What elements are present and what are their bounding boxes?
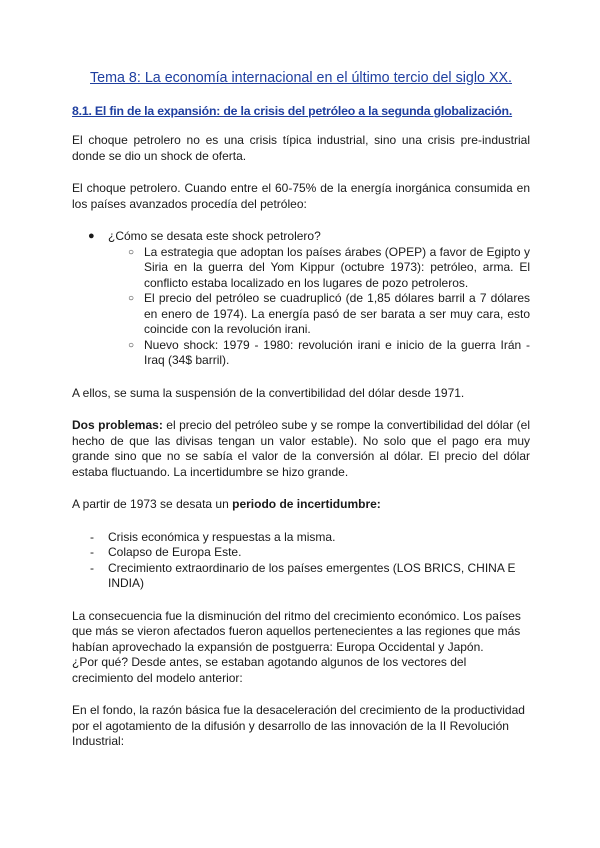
list-item: - Colapso de Europa Este.: [90, 545, 242, 559]
list-subitem: ○ La estrategia que adoptan los países árabes (OPEP) a favor de Egipto y Siria en la guerra del Yom Kippur (octubre 1973): petróleo, arma. El conflicto estaba localizado en los lugares de pozo petroleros.: [128, 244, 530, 290]
list-subitem: ○ El precio del petróleo se cuadruplicó (de 1,85 dólares barril a 7 dólares en enero de 1974). La energía pasó de ser barata a ser muy cara, esto coincide con la revolución irani.: [128, 291, 530, 336]
paragraph-oil-shock-type: El choque petrolero no es una crisis típica industrial, sino una crisis pre-industrial donde se dio un shock de oferta.: [72, 133, 530, 163]
bullet-circle-icon: ○: [128, 246, 135, 258]
section-heading: 8.1. El fin de la expansión: de la crisis del petróleo a la segunda globalización.: [72, 104, 513, 118]
dash-icon: -: [90, 560, 94, 575]
paragraph-two-problems: Dos problemas: el precio del petróleo sube y se rompe la convertibilidad del dólar (el hecho de que las divisas tengan un valor estable). No solo que el pago era muy grande sino que no se sabía el valor de la conversión al dólar. El precio del dólar estaba fluctuando. La incertidumbre se hizo grande.: [72, 418, 530, 479]
paragraph-oil-dependence: El choque petrolero. Cuando entre el 60-75% de la energía inorgánica consumida en los países avanzados procedía del petróleo:: [72, 181, 530, 211]
bullet-circle-icon: ○: [128, 339, 135, 351]
paragraph-uncertainty-period: A partir de 1973 se desata un periodo de incertidumbre:: [72, 497, 381, 511]
document-page: [72, 70, 530, 767]
document-title: Tema 8: La economía internacional en el último tercio del siglo XX.: [90, 70, 512, 86]
list-item: ● ¿Cómo se desata este shock petrolero?: [88, 229, 321, 243]
bullet-dot-icon: ●: [88, 230, 95, 242]
oil-shock-list: [72, 229, 530, 369]
list-subitem: ○ Nuevo shock: 1979 - 1980: revolución irani e inicio de la guerra Irán - Iraq (34$ barril).: [128, 337, 530, 367]
dash-icon: -: [90, 529, 94, 544]
dash-icon: -: [90, 545, 94, 559]
paragraph-consequence: La consecuencia fue la disminución del ritmo del crecimiento económico. Los países que más se vieron afectados fueron aquellos pertenecientes a las regiones que más habían aprovechado la expansión de postguerra: Europa Occidental y Japón.: [72, 608, 521, 654]
paragraph-productivity: En el fondo, la razón básica fue la desaceleración del crecimiento de la productividad por el agotamiento de la difusión y desarrollo de las innovación de la II Revolución Industrial:: [72, 703, 525, 748]
bullet-circle-icon: ○: [128, 293, 135, 304]
paragraph-why: ¿Por qué? Desde antes, se estaban agotando algunos de los vectores del crecimiento del modelo anterior:: [72, 655, 467, 685]
uncertainty-list: [72, 530, 530, 592]
list-item: - Crisis económica y respuestas a la misma.: [90, 529, 336, 544]
list-item: - Crecimiento extraordinario de los países emergentes (LOS BRICS, CHINA E INDIA): [90, 560, 516, 590]
paragraph-dollar-convertibility: A ellos, se suma la suspensión de la convertibilidad del dólar desde 1971.: [72, 385, 465, 400]
